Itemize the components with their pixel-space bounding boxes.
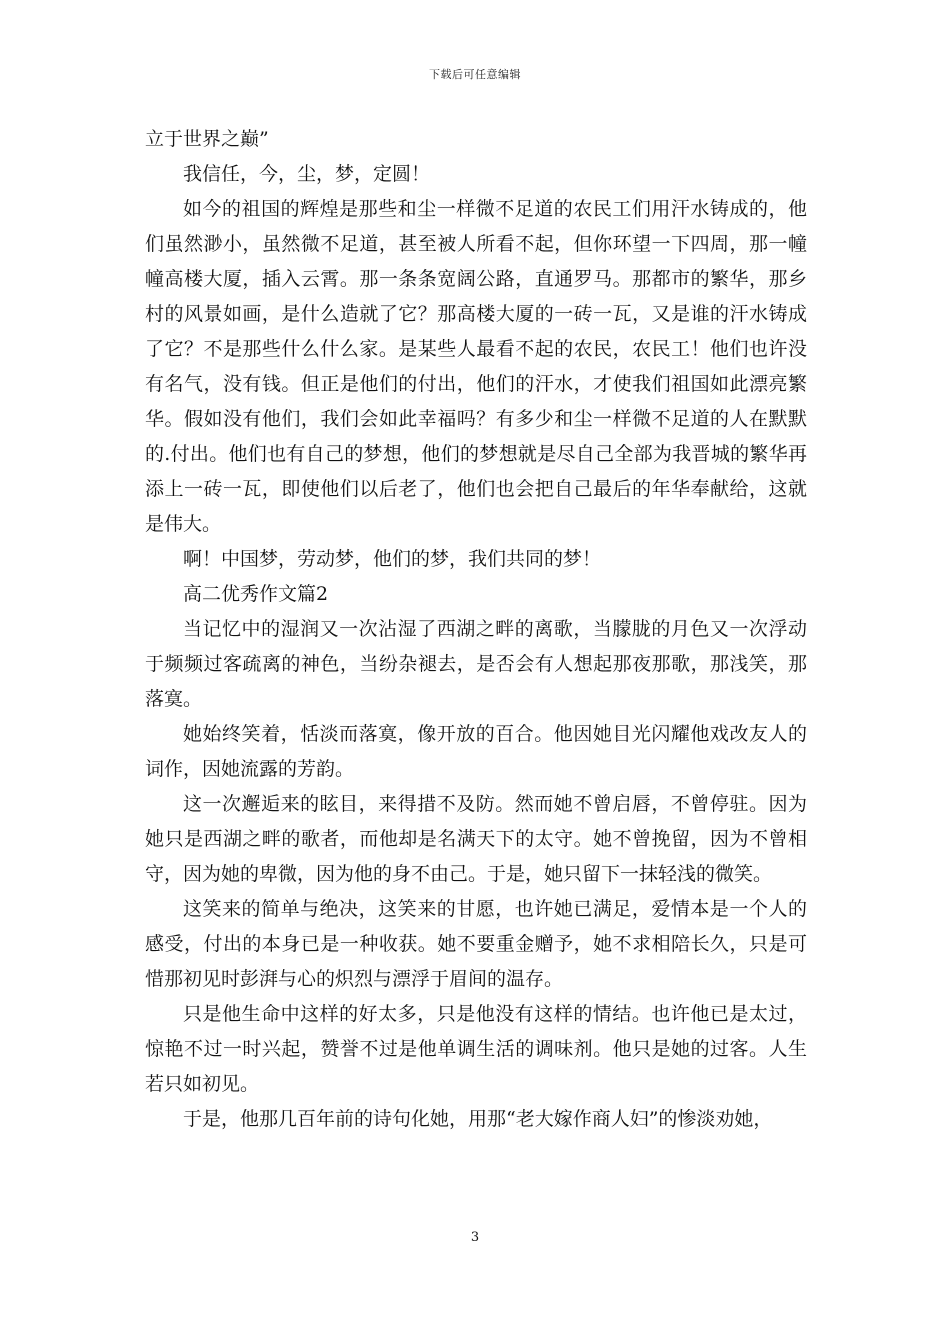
page-header: 下载后可任意编辑: [429, 68, 521, 81]
paragraph: 当记忆中的湿润又一次沾湿了西湖之畔的离歌，当朦胧的月色又一次浮动于频频过客疏离的神色，当纷杂褪去，是否会有人想起那夜那歌，那浅笑，那落寞。: [145, 618, 807, 710]
paragraph: 于是，他那几百年前的诗句化她，用那“老大嫁作商人妇”的惨淡劝她，: [183, 1108, 773, 1130]
paragraph: 只是他生命中这样的好太多，只是他没有这样的情结。也许他已是太过，惊艳不过一时兴起，赞誉不过是他单调生活的调味剂。他只是她的过客。人生若只如初见。: [145, 1003, 807, 1095]
document-body: [145, 122, 807, 1137]
paragraph: 她始终笑着，恬淡而落寞，像开放的百合。他因她目光闪耀他戏改友人的词作，因她流露的芳韵。: [145, 723, 807, 780]
paragraph: 这一次邂逅来的眩目，来得措不及防。然而她不曾启唇，不曾停驻。因为她只是西湖之畔的歌者，而他却是名满天下的太守。她不曾挽留，因为不曾相守，因为她的卑微，因为他的身不由己。于是，她只留下一抹轻浅的微笑。: [145, 793, 807, 885]
paragraph: 如今的祖国的辉煌是那些和尘一样微不足道的农民工们用汗水铸成的，他们虽然渺小，虽然微不足道，甚至被人所看不起，但你环望一下四周，那一幢幢高楼大厦，插入云霄。那一条条宽阔公路，直通罗马。那都市的繁华，那乡村的风景如画，是什么造就了它？那高楼大厦的一砖一瓦，又是谁的汗水铸成了它？不是那些什么什么家。是某些人最看不起的农民，农民工！他们也许没有名气，没有钱。但正是他们的付出，他们的汗水，才使我们祖国如此漂亮繁华。假如没有他们，我们会如此幸福吗？有多少和尘一样微不足道的人在默默的.付出。他们也有自己的梦想，他们的梦想就是尽自己全部为我晋城的繁华再添上一砖一瓦，即使他们以后老了，他们也会把自己最后的年华奉献给，这就是伟大。: [145, 198, 807, 535]
paragraph: 这笑来的简单与绝决，这笑来的甘愿，也许她已满足，爱情本是一个人的感受，付出的本身已是一种收获。她不要重金赠予，她不求相陪长久，只是可惜那初见时彭湃与心的炽烈与漂浮于眉间的温存。: [145, 898, 807, 990]
page-number: 3: [470, 1230, 480, 1245]
paragraph: 啊！中国梦，劳动梦，他们的梦，我们共同的梦！: [183, 548, 602, 570]
paragraph: 我信任，今，尘，梦，定圆！: [183, 163, 431, 185]
paragraph: 立于世界之巅”: [145, 128, 269, 150]
section-heading: 高二优秀作文篇2: [183, 583, 329, 605]
